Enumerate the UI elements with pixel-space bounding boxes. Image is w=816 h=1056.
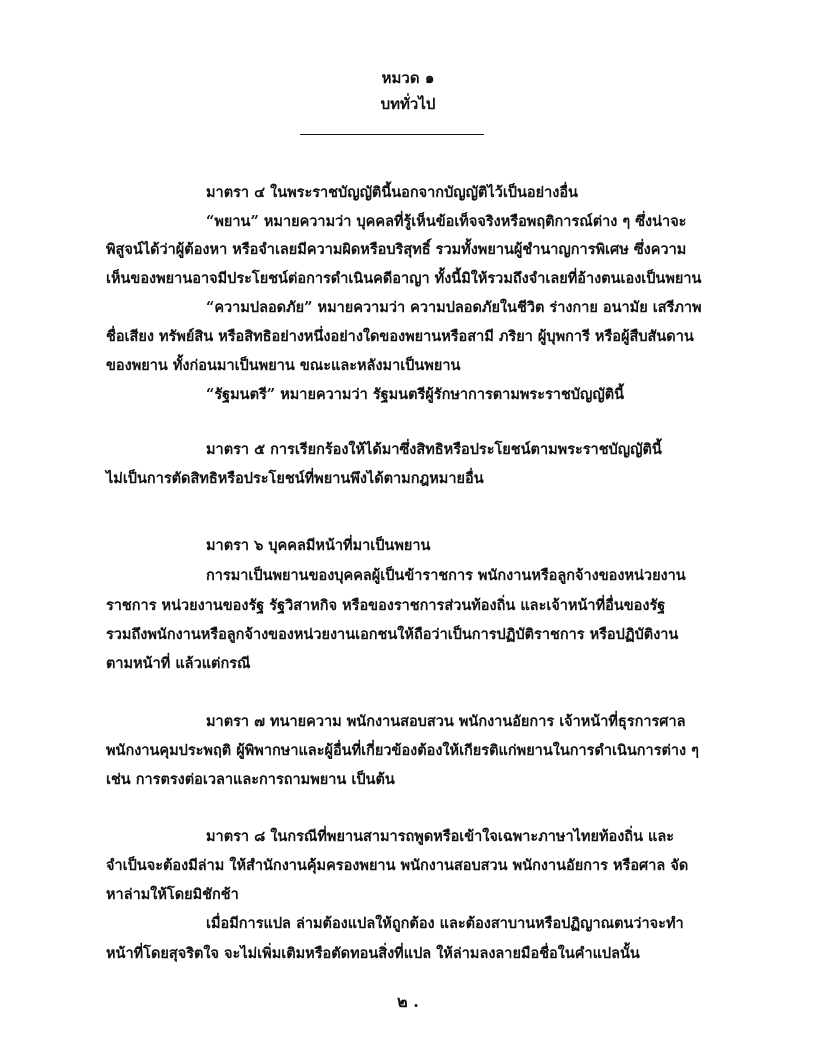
text-line: หาล่ามให้โดยมิชักช้า	[106, 886, 239, 903]
text-line: รวมถึงพนักงานหรือลูกจ้างของหน่วยงานเอกชนให้ถือว่าเป็นการปฏิบัติราชการ หรือปฏิบัติงาน	[106, 626, 679, 643]
text-line: หน้าที่โดยสุจริตใจ จะไม่เพิ่มเติมหรือตัดทอนสิ่งที่แปล ให้ล่ามลงลายมือชื่อในคำแปลนั้น	[106, 945, 640, 962]
text-line: พิสูจน์ได้ว่าผู้ต้องหา หรือจำเลยมีความผิดหรือบริสุทธิ์ รวมทั้งพยานผู้ชำนาญการพิเศษ ซึ่งความ	[106, 241, 687, 258]
section-8-heading: มาตรา ๘ ในกรณีที่พยานสามารถพูดหรือเข้าใจเฉพาะภาษาไทยท้องถิ่น และ	[206, 828, 675, 845]
text-line: จำเป็นจะต้องมีล่าม ให้สำนักงานคุ้มครองพยาน พนักงานสอบสวน พนักงานอัยการ หรือศาล จัด	[106, 857, 689, 874]
text-line: ราชการ หน่วยงานของรัฐ รัฐวิสาหกิจ หรือของราชการส่วนท้องถิ่น และเจ้าหน้าที่อื่นของรัฐ	[106, 597, 666, 614]
chapter-heading: หมวด ๑	[381, 69, 435, 87]
section-4-heading: มาตรา ๔ ในพระราชบัญญัตินี้นอกจากบัญญัติไว้เป็นอย่างอื่น	[206, 184, 578, 201]
text-line: เมื่อมีการแปล ล่ามต้องแปลให้ถูกต้อง และต้องสาบานหรือปฏิญาณตนว่าจะทำ	[206, 915, 684, 932]
section-5-heading: มาตรา ๕ การเรียกร้องให้ได้มาซึ่งสิทธิหรือประโยชน์ตามพระราชบัญญัตินี้	[206, 441, 662, 458]
text-line: เห็นของพยานอาจมีประโยชน์ต่อการดำเนินคดีอาญา ทั้งนี้มิให้รวมถึงจำเลยที่อ้างตนเองเป็นพยาน	[106, 270, 702, 287]
text-line: การมาเป็นพยานของบุคคลผู้เป็นข้าราชการ พนักงานหรือลูกจ้างของหน่วยงาน	[206, 567, 686, 584]
text-line: เช่น การตรงต่อเวลาและการถามพยาน เป็นต้น	[106, 771, 395, 788]
section-7-heading: มาตรา ๗ ทนายความ พนักงานสอบสวน พนักงานอัยการ เจ้าหน้าที่ธุรการศาล	[206, 713, 686, 730]
definition-witness-line: “พยาน” หมายความว่า บุคคลที่รู้เห็นข้อเท็จจริงหรือพฤติการณ์ต่าง ๆ ซึ่งน่าจะ	[206, 213, 687, 230]
page-number: ๒ .	[397, 992, 419, 1011]
text-line: ของพยาน ทั้งก่อนมาเป็นพยาน ขณะและหลังมาเป็นพยาน	[106, 357, 461, 374]
definition-minister-line: “รัฐมนตรี” หมายความว่า รัฐมนตรีผู้รักษาการตามพระราชบัญญัตินี้	[206, 386, 625, 403]
text-line: ไม่เป็นการตัดสิทธิหรือประโยชน์ที่พยานพึงได้ตามกฎหมายอื่น	[106, 470, 484, 487]
chapter-title: บททั่วไป	[380, 95, 436, 113]
definition-safety-line: “ความปลอดภัย” หมายความว่า ความปลอดภัยในชีวิต ร่างกาย อนามัย เสรีภาพ	[206, 299, 702, 316]
text-line: พนักงานคุมประพฤติ ผู้พิพากษาและผู้อื่นที่เกี่ยวข้องต้องให้เกียรติแก่พยานในการดำเนินการต่าง ๆ	[106, 742, 699, 759]
text-line: ชื่อเสียง ทรัพย์สิน หรือสิทธิอย่างหนึ่งอย่างใดของพยานหรือสามี ภริยา ผู้บุพการี หรือผู้สืบสันดาน	[106, 328, 694, 345]
title-underline	[300, 134, 484, 135]
section-6-heading: มาตรา ๖ บุคคลมีหน้าที่มาเป็นพยาน	[206, 537, 431, 554]
text-line: ตามหน้าที่ แล้วแต่กรณี	[106, 655, 251, 672]
